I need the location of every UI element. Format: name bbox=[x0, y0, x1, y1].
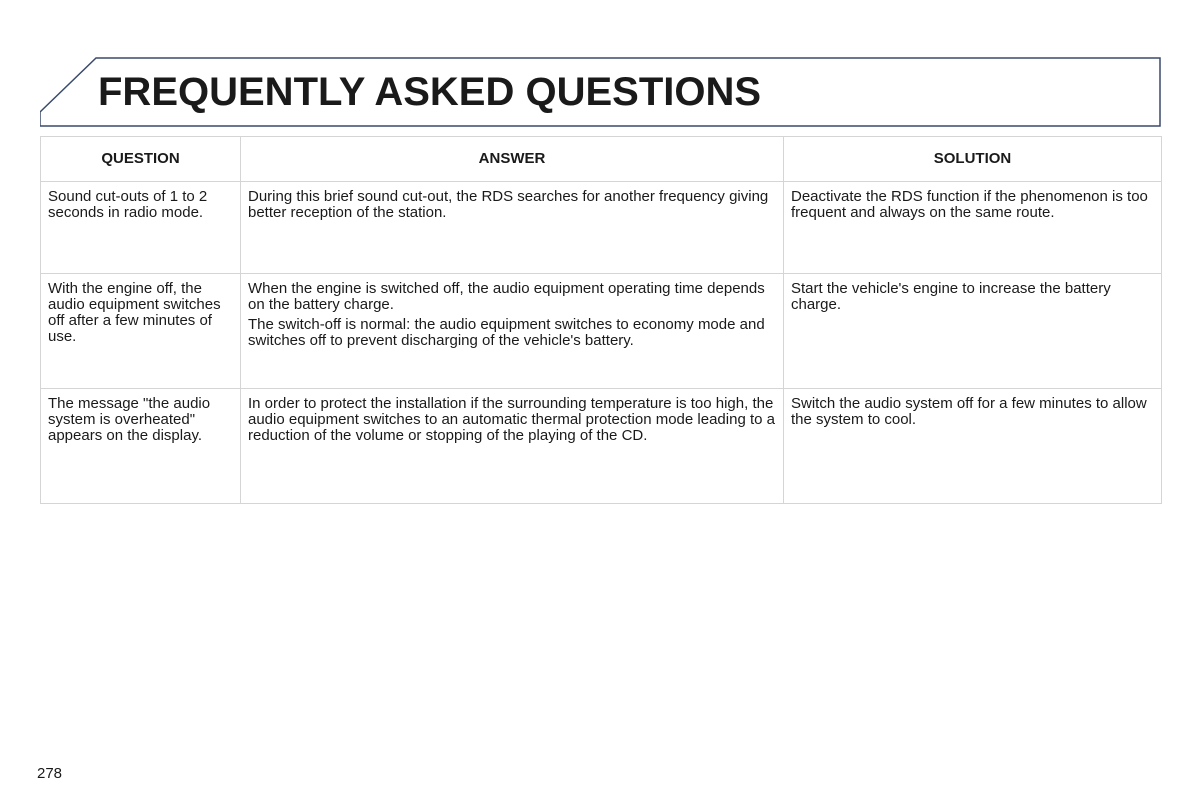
table-row bbox=[41, 182, 1162, 274]
column-header-question: QUESTION bbox=[41, 137, 241, 182]
answer-paragraph: In order to protect the installation if the surrounding temperature is too high, the audio equipment switches to an automatic thermal protection mode leading to a reduction of the volume or stopping of the playing of the CD. bbox=[248, 395, 775, 444]
page-title: FREQUENTLY ASKED QUESTIONS bbox=[98, 70, 762, 114]
solution-cell: Start the vehicle's engine to increase the battery charge. bbox=[784, 274, 1162, 389]
column-header-solution: SOLUTION bbox=[784, 137, 1162, 182]
title-banner bbox=[40, 57, 1161, 127]
question-cell: The message "the audio system is overheated" appears on the display. bbox=[41, 389, 241, 504]
table-row bbox=[41, 389, 1162, 504]
page-number: 278 bbox=[37, 765, 63, 782]
answer-paragraph: When the engine is switched off, the audio equipment operating time depends on the battery charge. bbox=[248, 280, 765, 313]
answer-cell bbox=[241, 274, 784, 389]
answer-paragraph: The switch-off is normal: the audio equipment switches to economy mode and switches off to prevent discharging of the vehicle's battery. bbox=[248, 316, 765, 349]
solution-cell: Switch the audio system off for a few minutes to allow the system to cool. bbox=[784, 389, 1162, 504]
answer-cell bbox=[241, 182, 784, 274]
answer-cell bbox=[241, 389, 784, 504]
question-cell: With the engine off, the audio equipment switches off after a few minutes of use. bbox=[41, 274, 241, 389]
solution-cell: Deactivate the RDS function if the phenomenon is too frequent and always on the same route. bbox=[784, 182, 1162, 274]
table-row bbox=[41, 274, 1162, 389]
table-header-row bbox=[41, 137, 1162, 182]
column-header-answer: ANSWER bbox=[241, 137, 784, 182]
answer-paragraph: During this brief sound cut-out, the RDS searches for another frequency giving better reception of the station. bbox=[248, 188, 769, 221]
question-cell: Sound cut-outs of 1 to 2 seconds in radio mode. bbox=[41, 182, 241, 274]
faq-table bbox=[40, 136, 1162, 504]
